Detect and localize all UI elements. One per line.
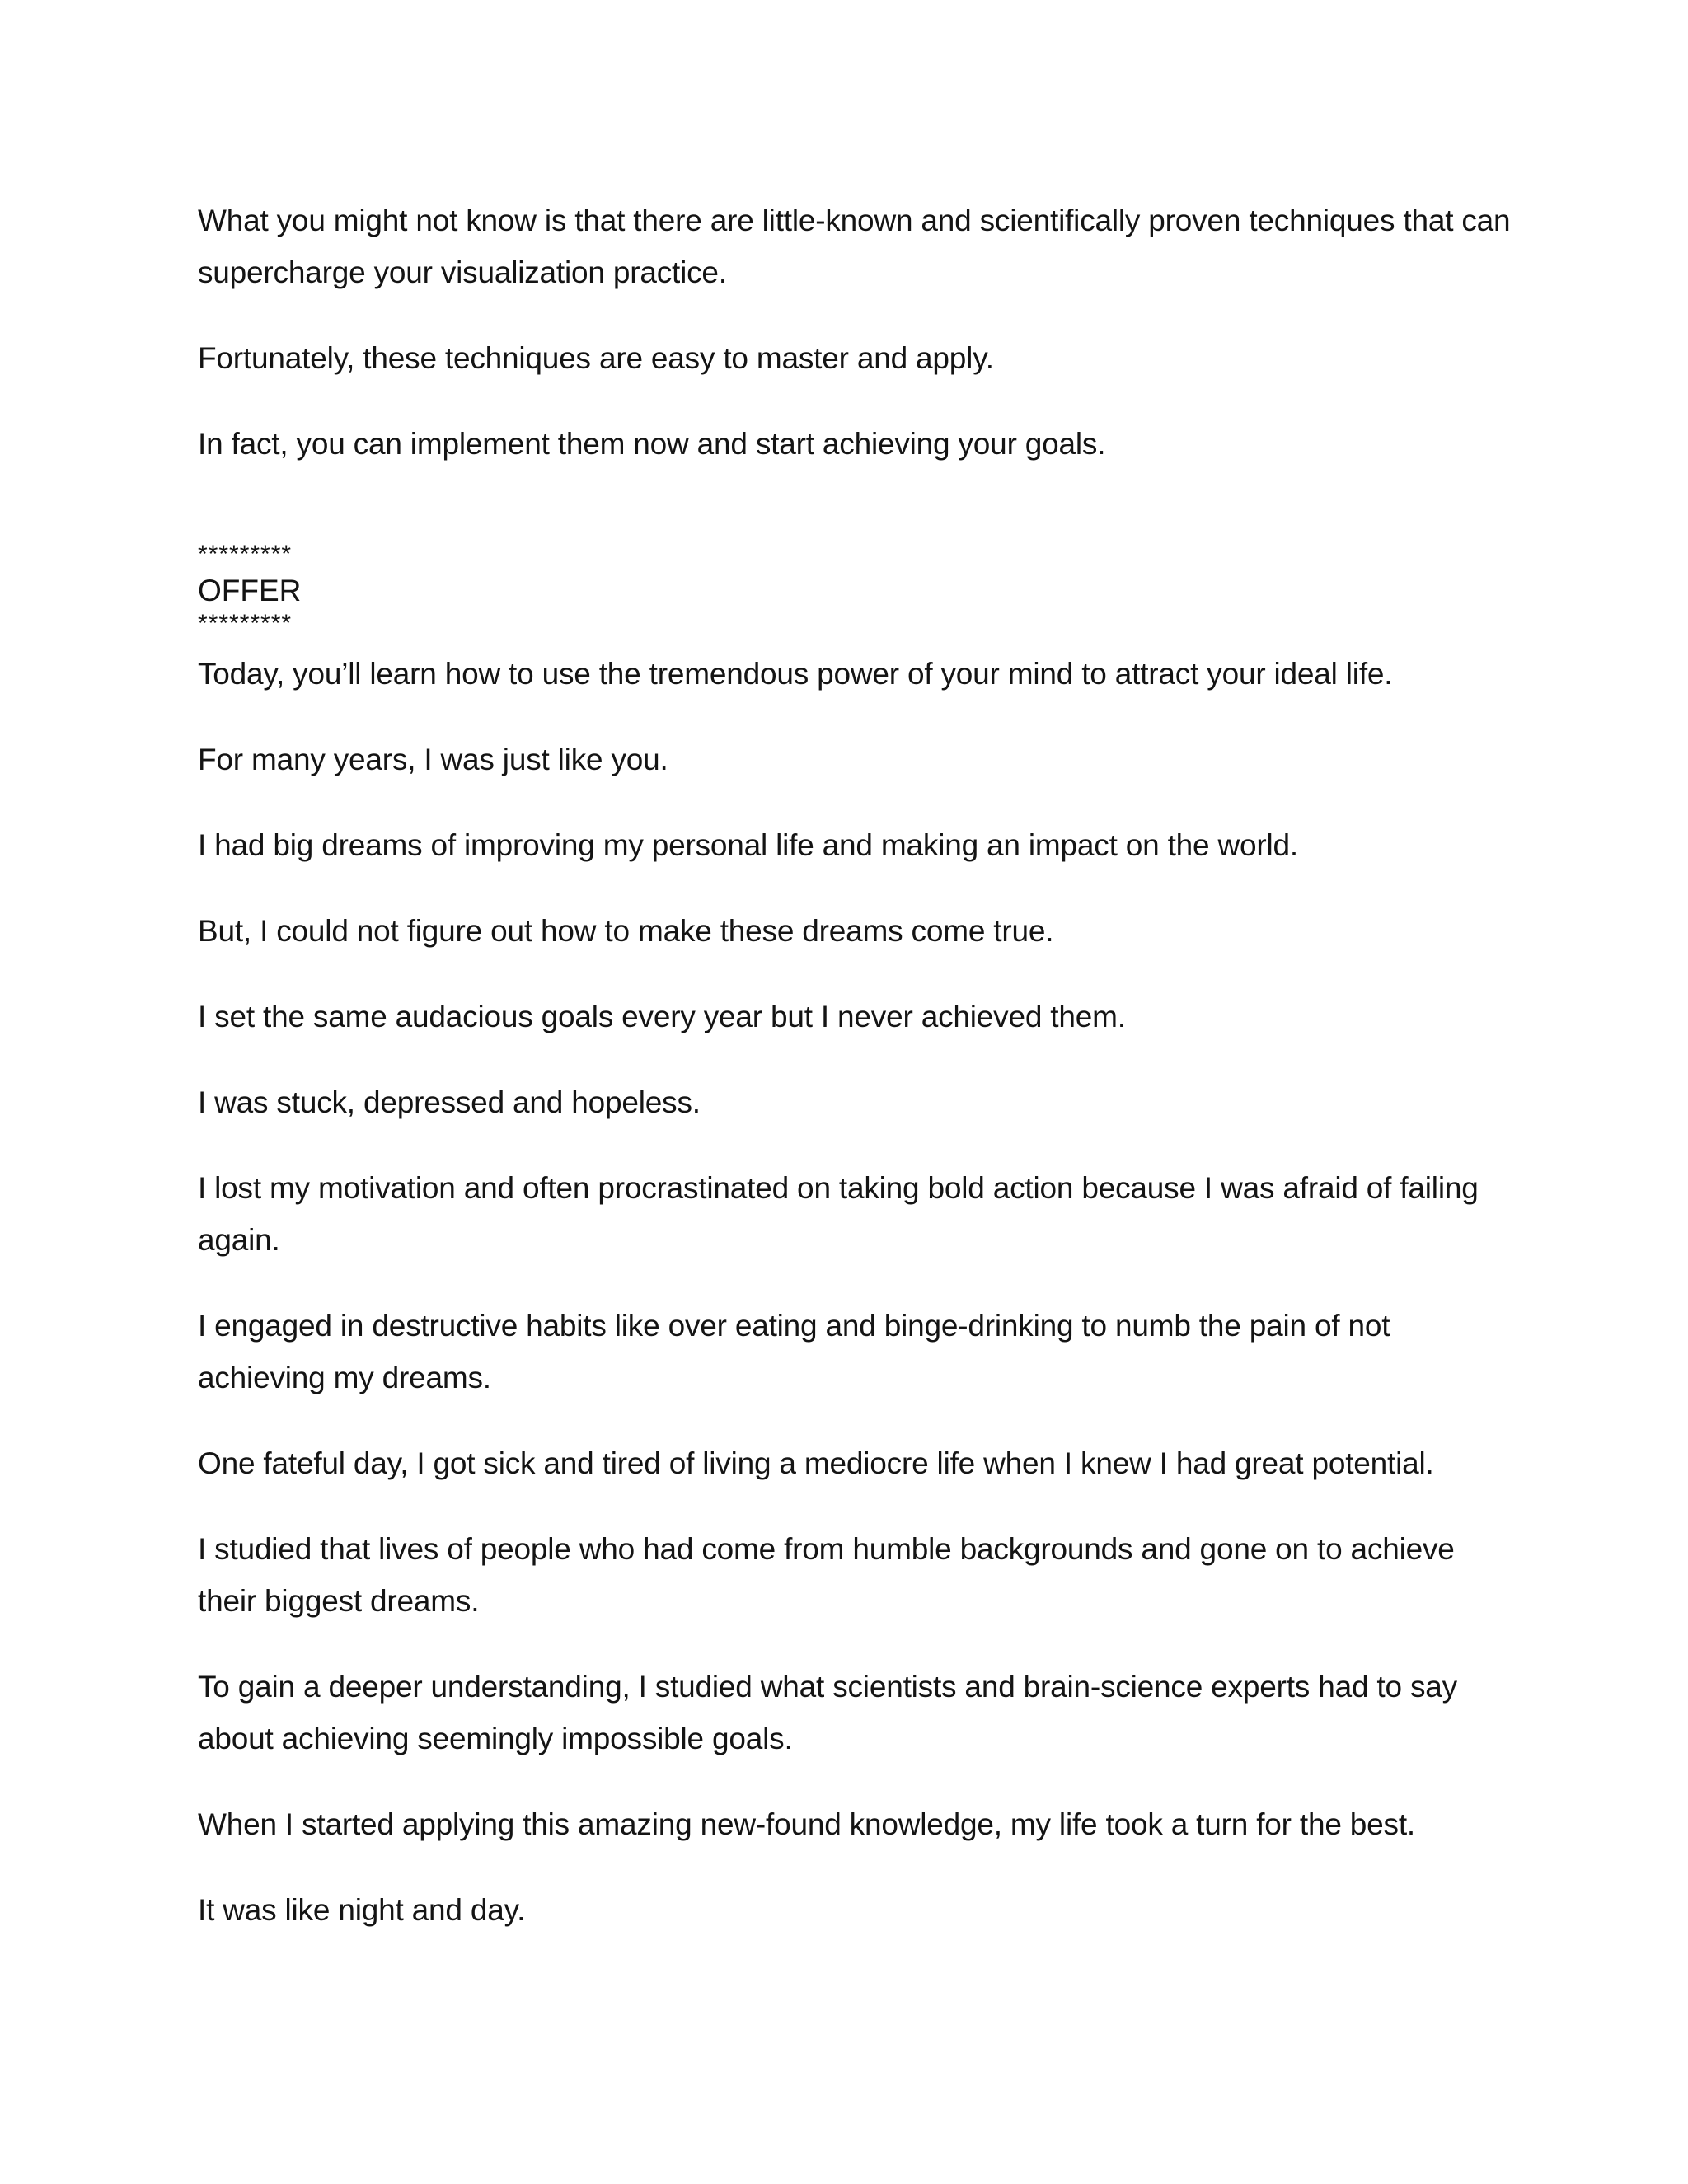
paragraph-intro-3: In fact, you can implement them now and start achieving your goals.: [198, 427, 1106, 461]
paragraph-intro-1: What you might not know is that there are little-known and scientifically proven techniques that can supercharge your visualization practice.: [198, 204, 1511, 289]
paragraph-offer-13: It was like night and day.: [198, 1893, 526, 1927]
paragraph-intro-2: Fortunately, these techniques are easy to master and apply.: [198, 341, 994, 375]
paragraph-offer-5: I set the same audacious goals every year but I never achieved them.: [198, 1000, 1126, 1033]
paragraph-offer-4: But, I could not figure out how to make these dreams come true.: [198, 914, 1054, 948]
paragraph-offer-11: To gain a deeper understanding, I studied what scientists and brain-science experts had to say about achieving seemingly impossible goals.: [198, 1670, 1457, 1755]
section-divider-top: *********: [198, 541, 293, 568]
section-header-offer: [198, 542, 1517, 636]
section-heading: OFFER: [198, 574, 302, 607]
paragraph-offer-9: One fateful day, I got sick and tired of living a mediocre life when I knew I had great potential.: [198, 1446, 1434, 1480]
paragraph-offer-3: I had big dreams of improving my personal life and making an impact on the world.: [198, 828, 1298, 862]
paragraph-offer-8: I engaged in destructive habits like over eating and binge-drinking to numb the pain of not achieving my dreams.: [198, 1309, 1390, 1394]
paragraph-offer-12: When I started applying this amazing new-found knowledge, my life took a turn for the best.: [198, 1807, 1415, 1841]
paragraph-offer-10: I studied that lives of people who had come from humble backgrounds and gone on to achieve their biggest dreams.: [198, 1532, 1455, 1618]
paragraph-offer-2: For many years, I was just like you.: [198, 743, 668, 776]
section-divider-bottom: *********: [198, 610, 293, 637]
paragraph-offer-7: I lost my motivation and often procrastinated on taking bold action because I was afraid of failing again.: [198, 1171, 1479, 1257]
paragraph-offer-1: Today, you’ll learn how to use the tremendous power of your mind to attract your ideal life.: [198, 657, 1393, 691]
paragraph-offer-6: I was stuck, depressed and hopeless.: [198, 1085, 701, 1119]
document-body: [198, 194, 1517, 1970]
